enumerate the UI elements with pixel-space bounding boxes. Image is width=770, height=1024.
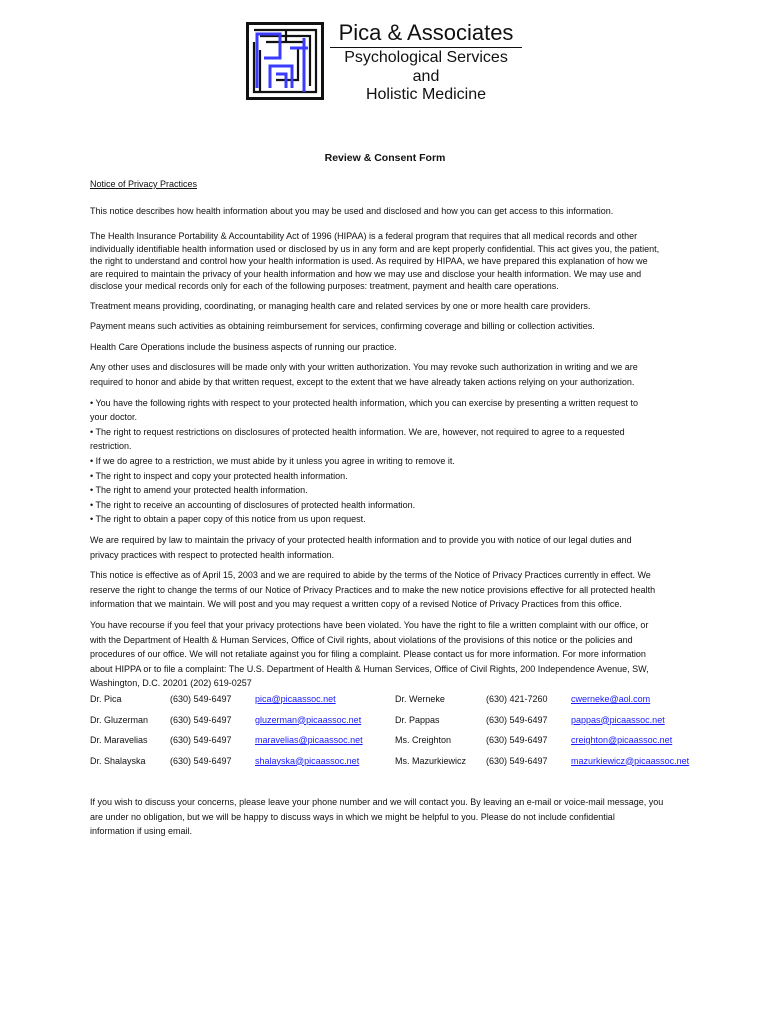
payment-paragraph: Payment means such activities as obtaining reimbursement for services, confirming coverage and billing or collection activities. xyxy=(90,321,595,332)
firm-subtitle-line-3: Holistic Medicine xyxy=(365,86,487,103)
effective-line: information that we maintain. We will post and you may request a written copy of a revised Notice of Privacy Practices from this office. xyxy=(90,599,622,610)
contact-row xyxy=(90,756,710,777)
contact-phone: (630) 549-6497 xyxy=(486,735,548,745)
contact-email-link[interactable]: maravelias@picaassoc.net xyxy=(255,735,363,745)
closing-paragraph xyxy=(90,795,690,839)
contact-name: Dr. Shalayska xyxy=(90,755,146,766)
contact-row xyxy=(90,694,710,715)
contact-phone: (630) 549-6497 xyxy=(170,714,232,725)
contact-name: Ms. Mazurkiewicz xyxy=(395,755,467,766)
other-uses-line: required to honor and abide by that written request, except to the extent that we have already taken actions relying on your authorization. xyxy=(90,377,635,388)
hipaa-line: individually identifiable health information used or disclosed by us in any form and are kept properly confidential. This act gives you, the patient, xyxy=(90,243,660,254)
contact-phone: (630) 549-6497 xyxy=(170,694,232,704)
effective-line: reserve the right to change the terms of our Notice of Privacy Practices and to make the new notice provisions effective for all protected health xyxy=(90,584,656,595)
hipaa-paragraph xyxy=(90,230,690,293)
contact-email-link[interactable]: shalayska@picaassoc.net xyxy=(255,755,360,766)
maze-logo-icon xyxy=(246,22,324,100)
rights-line: • You have the following rights with respect to your protected health information, which you can exercise by presenting a written request to xyxy=(90,397,638,408)
law-line: privacy practices with respect to protected health information. xyxy=(90,549,335,560)
hipaa-line: the right to understand and control how your health information is used. As required by HIPAA, we have prepared this explanation of how we xyxy=(90,256,648,267)
effective-date-paragraph xyxy=(90,568,690,612)
recourse-line: Washington, D.C. 20201 (202) 619-0257 xyxy=(90,678,252,689)
contact-name: Dr. Pica xyxy=(90,694,122,704)
closing-line: are under no obligation, but we will be happy to discuss ways in which we might be helpful to you. Please do not include confidential xyxy=(90,811,615,822)
contact-phone: (630) 549-6497 xyxy=(170,755,232,766)
other-uses-paragraph xyxy=(90,360,690,389)
contact-phone: (630) 549-6497 xyxy=(170,735,232,745)
rights-line: • The right to inspect and copy your protected health information. xyxy=(90,470,348,481)
recourse-line: about HIPPA or to file a complaint: The U.S. Department of Health & Human Services, Office of Civil Rights, 200 Independence Avenue, SW, xyxy=(90,663,649,674)
rights-line: restriction. xyxy=(90,441,132,452)
rights-line: • The right to receive an accounting of disclosures of protected health information. xyxy=(90,499,416,510)
operations-paragraph: Health Care Operations include the business aspects of running our practice. xyxy=(90,341,397,352)
rights-line: • The right to obtain a paper copy of this notice from us upon request. xyxy=(90,514,366,525)
contact-phone: (630) 421-7260 xyxy=(486,694,548,704)
contact-email-link[interactable]: mazurkiewicz@picaassoc.net xyxy=(571,755,690,766)
rights-list xyxy=(90,396,690,527)
letterhead xyxy=(246,20,536,102)
contact-row xyxy=(90,735,710,756)
closing-line: If you wish to discuss your concerns, please leave your phone number and we will contact you. By leaving an e-mail or voice-mail message, you xyxy=(90,797,664,807)
contact-name: Dr. Gluzerman xyxy=(90,714,149,725)
contact-row xyxy=(90,715,710,736)
contact-name: Dr. Maravelias xyxy=(90,735,148,745)
rights-line: • If we do agree to a restriction, we must abide by it unless you agree in writing to remove it. xyxy=(90,456,455,467)
required-by-law-paragraph xyxy=(90,533,690,562)
firm-subtitle-line-2: and xyxy=(412,67,440,85)
contact-phone: (630) 549-6497 xyxy=(486,755,548,766)
hipaa-line: disclose your medical records only for each of the following purposes: treatment, payment and health care operations. xyxy=(90,281,559,292)
contact-name: Dr. Werneke xyxy=(395,694,445,704)
rights-line: • The right to amend your protected health information. xyxy=(90,485,308,496)
form-title: Review & Consent Form xyxy=(324,152,446,164)
section-heading: Notice of Privacy Practices xyxy=(90,179,198,189)
contact-directory xyxy=(90,694,710,776)
firm-subtitle-line-1: Psychological Services xyxy=(344,49,508,66)
notice-body xyxy=(90,177,690,691)
recourse-paragraph xyxy=(90,618,690,691)
contact-email-link[interactable]: cwerneke@aol.com xyxy=(571,694,651,704)
recourse-line: procedures of our office. We will not retaliate against you for filing a complaint. Please contact us for more information. For more information xyxy=(90,649,646,660)
firm-name: Pica & Associates xyxy=(330,20,522,48)
contact-email-link[interactable]: pica@picaassoc.net xyxy=(255,694,336,704)
rights-line: your doctor. xyxy=(90,412,138,423)
contact-email-link[interactable]: creighton@picaassoc.net xyxy=(571,735,673,745)
intro-paragraph: This notice describes how health information about you may be used and disclosed and how you can get access to this information. xyxy=(90,205,614,216)
closing-line: information if using email. xyxy=(90,826,193,837)
hipaa-line: The Health Insurance Portability & Accountability Act of 1996 (HIPAA) is a federal program that requires that all medical records and other xyxy=(90,231,638,242)
treatment-paragraph: Treatment means providing, coordinating, or managing health care and related services by one or more health care providers. xyxy=(90,300,591,311)
contact-email-link[interactable]: gluzerman@picaassoc.net xyxy=(255,714,362,725)
other-uses-line: Any other uses and disclosures will be made only with your written authorization. You may revoke such authorization in writing and we are xyxy=(90,362,638,373)
effective-line: This notice is effective as of April 15, 2003 and we are required to abide by the terms of the Notice of Privacy Practices currently in effect. We xyxy=(90,570,651,581)
contact-name: Ms. Creighton xyxy=(395,735,452,745)
law-line: We are required by law to maintain the privacy of your protected health information and to provide you with notice of our legal duties and xyxy=(90,535,632,545)
recourse-line: with the Department of Health & Human Services, Office of Civil rights, about violations of the provisions of this notice or the policies and xyxy=(90,634,633,645)
recourse-line: You have recourse if you feel that your privacy protections have been violated. You have the right to file a written complaint with our office, or xyxy=(90,619,649,630)
contact-phone: (630) 549-6497 xyxy=(486,714,548,725)
hipaa-line: are required to maintain the privacy of your health information and how we may use and disclose your health information. We may use and xyxy=(90,268,642,279)
contact-name: Dr. Pappas xyxy=(395,714,440,725)
rights-line: • The right to request restrictions on disclosures of protected health information. We are, however, not required to agree to a requested xyxy=(90,426,625,437)
contact-email-link[interactable]: pappas@picaassoc.net xyxy=(571,714,665,725)
